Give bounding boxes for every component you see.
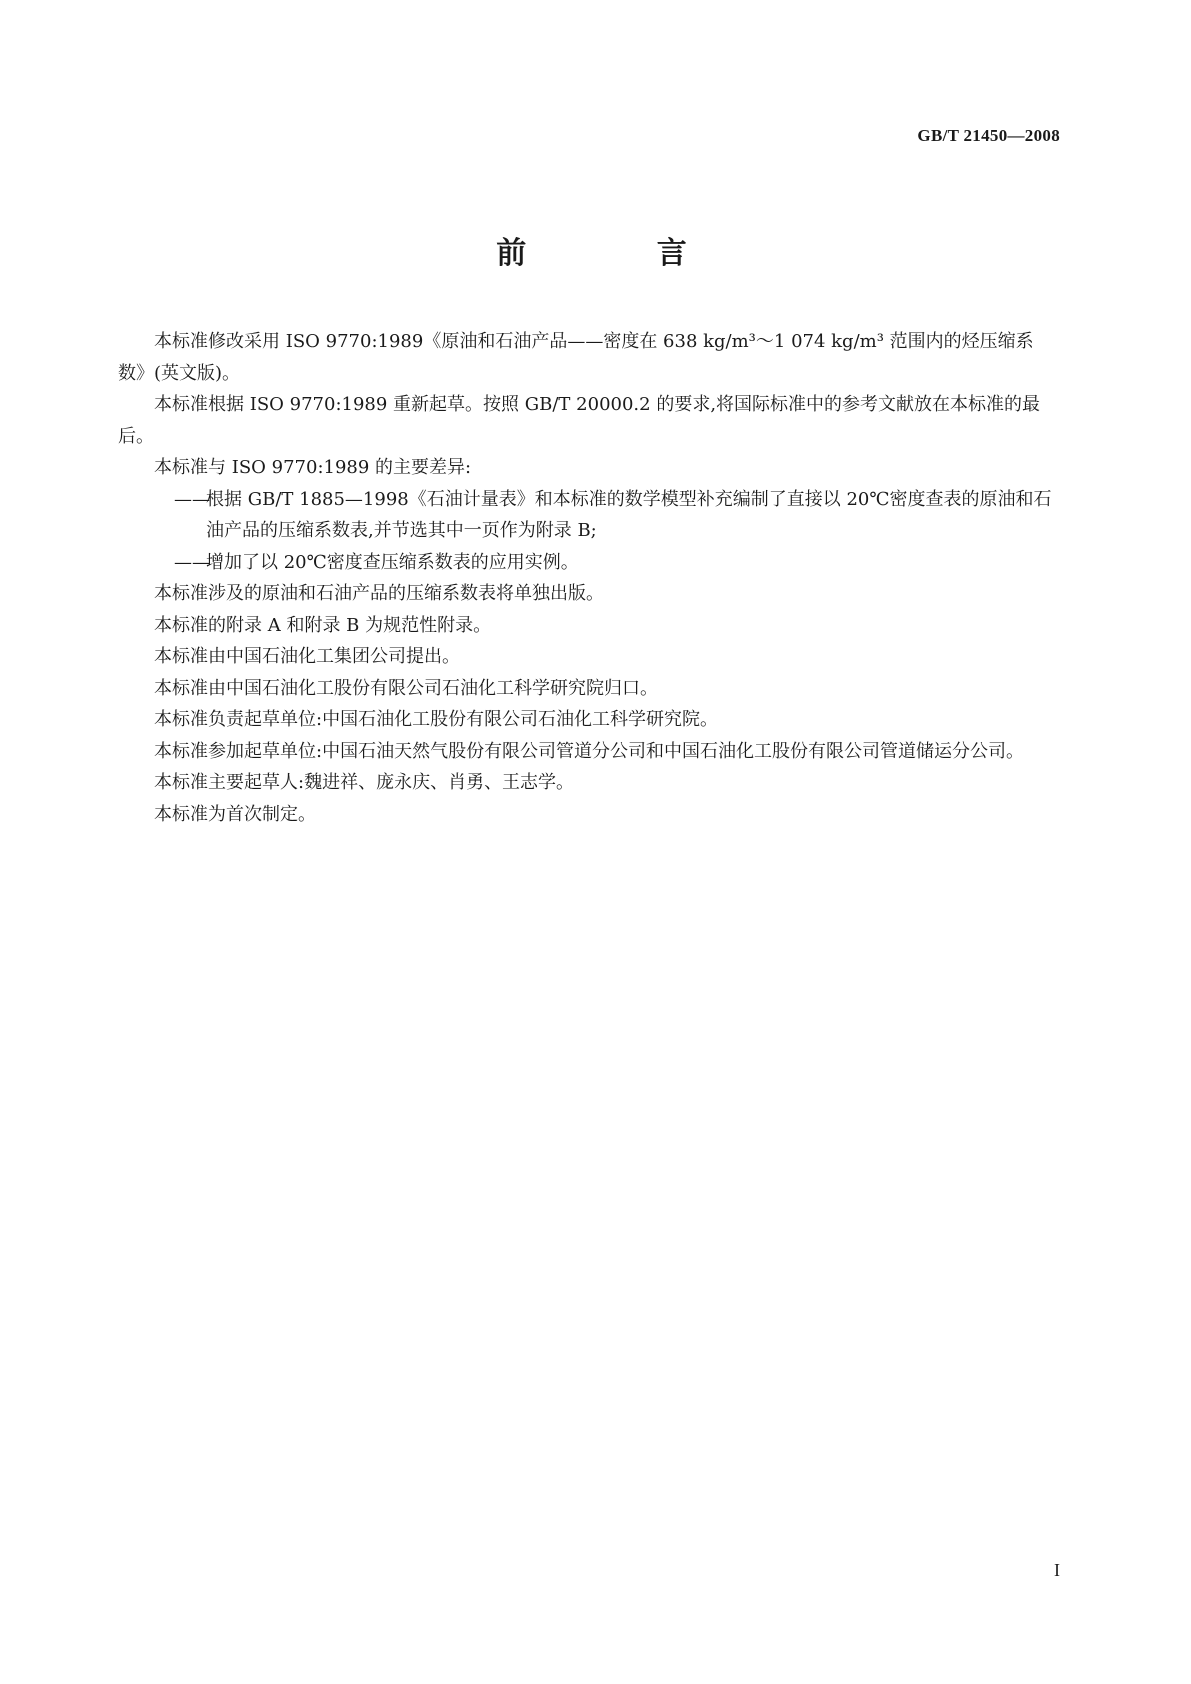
paragraph-tables-publication: 本标准涉及的原油和石油产品的压缩系数表将单独出版。: [154, 583, 604, 604]
paragraph-drafting-basis: 本标准根据 ISO 9770:1989 重新起草。按照 GB/T 20000.2 的要求,将国际标准中的参考文献放在本标准的最后。: [118, 394, 1041, 447]
page-number: I: [1054, 1560, 1060, 1580]
paragraph-main-drafters: 本标准主要起草人:魏进祥、庞永庆、肖勇、王志学。: [154, 772, 575, 793]
difference-text: 增加了以 20℃密度查压缩系数表的应用实例。: [206, 551, 579, 573]
foreword-body: [118, 326, 1060, 830]
paragraph-proposer: 本标准由中国石油化工集团公司提出。: [154, 646, 460, 667]
dash-marker: ——: [174, 551, 210, 573]
paragraph-first-edition: 本标准为首次制定。: [154, 803, 316, 825]
dash-marker: ——: [174, 488, 210, 510]
difference-item: [118, 547, 1060, 579]
paragraph-annexes: 本标准的附录 A 和附录 B 为规范性附录。: [154, 614, 492, 636]
page-title: 前 言: [496, 236, 747, 271]
paragraph-centralized: 本标准由中国石油化工股份有限公司石油化工科学研究院归口。: [154, 677, 658, 699]
paragraph-differences-intro: 本标准与 ISO 9770:1989 的主要差异:: [154, 457, 472, 478]
difference-item: [118, 484, 1060, 547]
difference-text: 根据 GB/T 1885—1998《石油计量表》和本标准的数学模型补充编制了直接以 20℃密度查表的原油和石油产品的压缩系数表,并节选其中一页作为附录 B;: [206, 488, 1052, 541]
standard-number: GB/T 21450—2008: [917, 126, 1060, 145]
paragraph-participating-drafters: 本标准参加起草单位:中国石油天然气股份有限公司管道分公司和中国石油化工股份有限公司管道储运分公司。: [154, 740, 1025, 762]
paragraph-responsible-drafter: 本标准负责起草单位:中国石油化工股份有限公司石油化工科学研究院。: [154, 709, 719, 730]
paragraph-adoption: 本标准修改采用 ISO 9770:1989《原油和石油产品——密度在 638 kg/m³～1 074 kg/m³ 范围内的烃压缩系数》(英文版)。: [118, 331, 1034, 384]
